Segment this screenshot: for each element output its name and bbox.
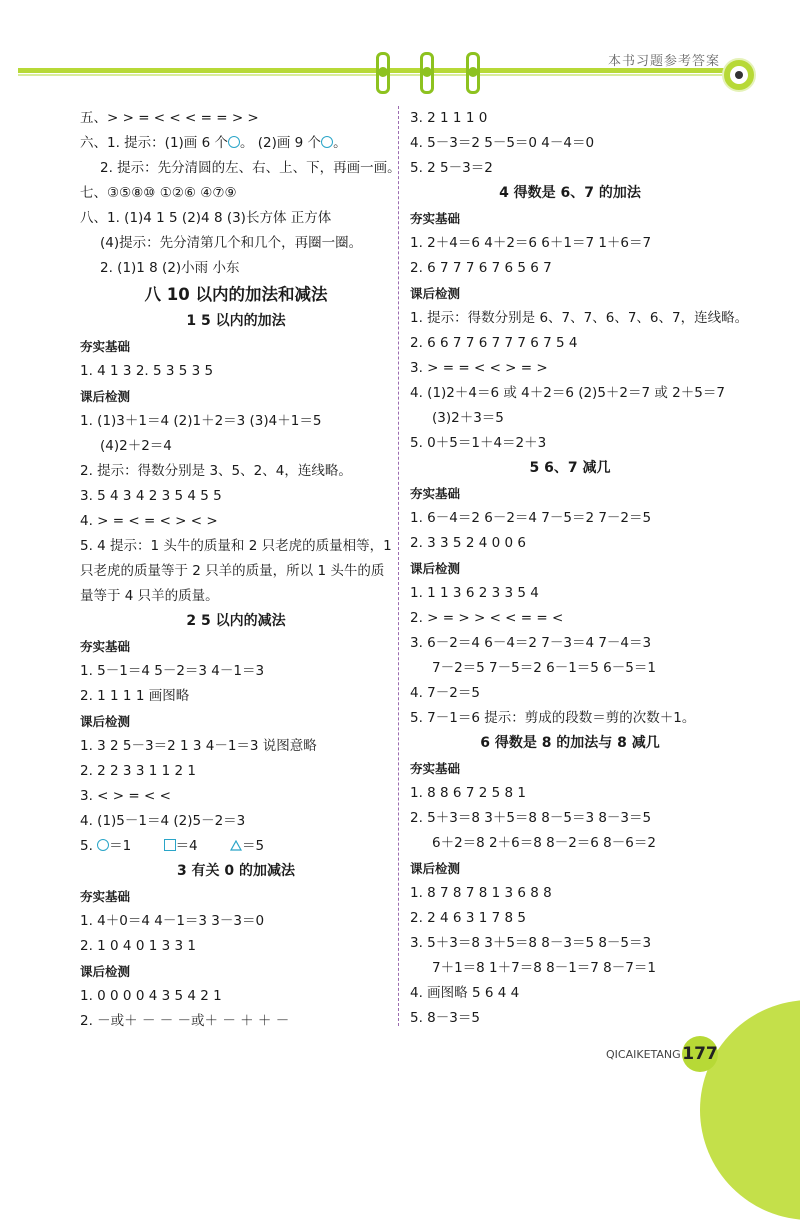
page-number: 177	[682, 1044, 718, 1064]
answer-line: 7－2＝5 7－5＝2 6－1＝5 6－5＝1	[432, 660, 656, 676]
answer-line: 1. 6－4＝2 6－2＝4 7－5＝2 7－2＝5	[410, 510, 652, 526]
triangle-icon	[230, 840, 242, 851]
answer-line: 4. (1)5－1＝4 (2)5－2＝3	[80, 813, 246, 829]
answer-line: 2. 提示：先分清圆的左、右、上、下，再画一画。	[100, 160, 401, 176]
subsection-label: 课后检测	[410, 861, 461, 876]
answer-line: 1. 0 0 0 0 4 3 5 4 2 1	[80, 988, 222, 1004]
circle-icon	[321, 136, 333, 148]
answer-line: 4. 7－2＝5	[410, 685, 480, 701]
answer-line: 2. (1)1 8 (2)小雨 小东	[100, 260, 240, 276]
section-title: 5 6、7 减几	[529, 460, 611, 476]
corner-decoration	[700, 1000, 800, 1220]
subsection-label: 夯实基础	[410, 486, 461, 501]
answer-line: 1. 4＋0＝4 4－1＝3 3－3＝0	[80, 913, 265, 929]
section-title: 4 得数是 6、7 的加法	[499, 185, 641, 201]
answer-line: 1. 2＋4＝6 4＋2＝6 6＋1＝7 1＋6＝7	[410, 235, 652, 251]
answer-line: 2. 6 7 7 7 6 7 6 5 6 7	[410, 260, 552, 276]
answer-line: 2. －或＋ － － －或＋ － ＋ ＋ －	[80, 1013, 290, 1029]
answer-line: 2. 6 6 7 7 6 7 7 7 6 7 5 4	[410, 335, 578, 351]
subsection-label: 夯实基础	[410, 211, 461, 226]
answer-line: 6＋2＝8 2＋6＝8 8－2＝6 8－6＝2	[432, 835, 656, 851]
footer-brand: QICAIKETANG	[606, 1048, 681, 1061]
answer-line: 7＋1＝8 1＋7＝8 8－1＝7 8－7＝1	[432, 960, 656, 976]
answer-line: 3. 6－2＝4 6－4＝2 7－3＝4 7－4＝3	[410, 635, 652, 651]
answer-line: 五、> > = < < < = = > >	[80, 110, 259, 126]
column-divider	[398, 106, 399, 1026]
answer-line: 八、1. (1)4 1 5 (2)4 8 (3)长方体 正方体	[80, 210, 332, 226]
answer-line: 2. 2 2 3 3 1 1 2 1	[80, 763, 196, 779]
subsection-label: 课后检测	[80, 714, 131, 729]
section-title: 6 得数是 8 的加法与 8 减几	[480, 735, 660, 751]
answer-line: 5. 0＋5＝1＋4＝2＋3	[410, 435, 547, 451]
subsection-label: 夯实基础	[80, 889, 131, 904]
subsection-label: 夯实基础	[80, 339, 131, 354]
chapter-title: 八 10 以内的加法和减法	[144, 285, 328, 304]
answer-line: (4)提示：先分清第几个和几个，再圈一圈。	[100, 235, 363, 251]
answer-line: 5. ＝1 ＝4 ＝5	[80, 838, 265, 854]
binder-clip-icon	[420, 52, 434, 94]
answer-line: 1. 8 7 8 7 8 1 3 6 8 8	[410, 885, 552, 901]
answer-line: 4. (1)2＋4＝6 或 4＋2＝6 (2)5＋2＝7 或 2＋5＝7	[410, 385, 725, 401]
answer-line: 2. 5＋3＝8 3＋5＝8 8－5＝3 8－3＝5	[410, 810, 652, 826]
circle-icon	[97, 839, 109, 851]
answer-line: 4. 5－3＝2 5－5＝0 4－4＝0	[410, 135, 595, 151]
answer-line: 六、1. 提示：(1)画 6 个 。 (2)画 9 个 。	[80, 135, 347, 151]
answer-line: 3. 5＋3＝8 3＋5＝8 8－3＝5 8－5＝3	[410, 935, 652, 951]
answer-line: 3. 5 4 3 4 2 3 5 4 5 5	[80, 488, 222, 504]
answer-line: 1. (1)3＋1＝4 (2)1＋2＝3 (3)4＋1＝5	[80, 413, 322, 429]
answer-line: 5. 7－1＝6 提示：剪成的段数＝剪的次数＋1。	[410, 710, 696, 726]
answer-line: 3. < > = < <	[80, 788, 171, 804]
answer-line: 1. 4 1 3 2. 5 3 5 3 5	[80, 363, 214, 379]
subsection-label: 课后检测	[80, 389, 131, 404]
answer-line: 3. 2 1 1 1 0	[410, 110, 488, 126]
answer-line: 2. 提示：得数分别是 3、5、2、4，连线略。	[80, 463, 352, 479]
circle-icon	[228, 136, 240, 148]
answer-line: 2. 3 3 5 2 4 0 0 6	[410, 535, 526, 551]
section-title: 3 有关 0 的加减法	[176, 863, 296, 879]
section-title: 2 5 以内的减法	[186, 613, 286, 629]
answer-line: 七、③⑤⑧⑩ ①②⑥ ④⑦⑨	[80, 185, 237, 201]
header-title: 本书习题参考答案	[608, 54, 721, 69]
subsection-label: 夯实基础	[410, 761, 461, 776]
subsection-label: 课后检测	[410, 286, 461, 301]
answer-line: 2. 1 1 1 1 画图略	[80, 688, 190, 704]
answer-line: 5. 4 提示：1 头牛的质量和 2 只老虎的质量相等，1 只老虎的质量等于 2 只羊的质量，所以 1 头牛的质量等于 4 只羊的质量。	[80, 538, 392, 604]
answer-line: 2. 1 0 4 0 1 3 3 1	[80, 938, 196, 954]
left-column	[80, 106, 401, 1034]
answer-line: 3. > = = < < > = >	[410, 360, 548, 376]
binder-clip-icon	[376, 52, 390, 94]
mascot-logo-icon	[722, 58, 756, 92]
subsection-label: 课后检测	[80, 964, 131, 979]
answer-line: (4)2＋2＝4	[100, 438, 172, 454]
answer-line: 1. 提示：得数分别是 6、7、7、6、7、6、7，连线略。	[410, 310, 749, 326]
answer-line: 2. > = > > < < = = <	[410, 610, 564, 626]
answer-line: 5. 8－3＝5	[410, 1010, 480, 1026]
right-column	[410, 106, 749, 1031]
answer-line: 4. > = < = < > < >	[80, 513, 218, 529]
section-title: 1 5 以内的加法	[186, 313, 286, 329]
answer-line: (3)2＋3＝5	[432, 410, 504, 426]
answer-line: 4. 画图略 5 6 4 4	[410, 985, 520, 1001]
answer-line: 5. 2 5－3＝2	[410, 160, 493, 176]
answer-line: 1. 3 2 5－3＝2 1 3 4－1＝3 说图意略	[80, 738, 317, 754]
binder-clip-icon	[466, 52, 480, 94]
subsection-label: 夯实基础	[80, 639, 131, 654]
answer-line: 2. 2 4 6 3 1 7 8 5	[410, 910, 526, 926]
square-icon	[164, 839, 176, 851]
subsection-label: 课后检测	[410, 561, 461, 576]
answer-line: 1. 8 8 6 7 2 5 8 1	[410, 785, 526, 801]
answer-line: 1. 1 1 3 6 2 3 3 5 4	[410, 585, 539, 601]
answer-line: 1. 5－1＝4 5－2＝3 4－1＝3	[80, 663, 265, 679]
